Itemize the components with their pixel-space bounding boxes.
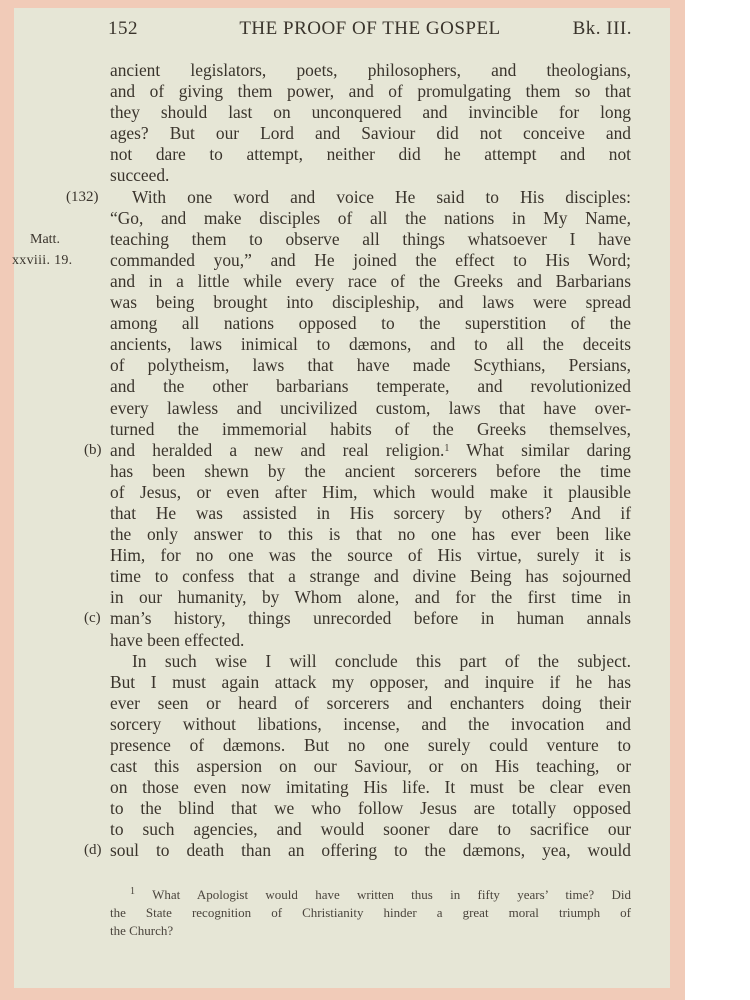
text-line-continuation: What similar daring xyxy=(449,439,631,460)
text-line: ancients, laws inimical to dæmons, and to all the deceits xyxy=(110,334,631,355)
page-number: 152 xyxy=(108,18,138,39)
text-line: But I must again attack my opposer, and inquire if he has xyxy=(110,671,631,692)
text-line-content: man’s history, things unrecorded before in human annals xyxy=(110,608,631,629)
text-line-ref xyxy=(30,228,631,250)
running-header xyxy=(108,18,632,44)
scripture-reference-verse: xxviii. 19. xyxy=(12,252,73,268)
text-line: among all nations opposed to the superstition of the xyxy=(110,313,631,334)
footnote-line xyxy=(110,886,631,904)
text-line: “Go, and make disciples of all the nations in My Name, xyxy=(110,207,631,228)
text-line-content: teaching them to observe all things whatsoever I have xyxy=(110,228,631,249)
text-line-content: soul to death than an offering to the dæmons, yea, would xyxy=(110,840,631,861)
text-line: of Jesus, or even after Him, which would make it plausible xyxy=(110,481,631,502)
text-line: ever seen or heard of sorcerers and enchanters doing their xyxy=(110,692,631,713)
text-line-section-132 xyxy=(66,186,631,208)
text-line: presence of dæmons. But no one surely could venture to xyxy=(110,735,631,755)
body-text xyxy=(12,60,631,862)
text-line: ages? But our Lord and Saviour did not conceive and xyxy=(110,123,631,144)
text-line: has been shewn by the ancient sorcerers before the time xyxy=(110,460,631,481)
footnote-number: 1 xyxy=(130,886,135,897)
text-line: In such wise I will conclude this part of the subject. xyxy=(132,650,631,671)
text-line-ref xyxy=(12,249,631,271)
text-line: of polytheism, laws that have made Scythians, Persians, xyxy=(110,355,631,376)
text-line: Him, for no one was the source of His virtue, surely it is xyxy=(110,545,631,566)
footnote-text: What Apologist would have written thus in fifty years’ time? Did xyxy=(152,887,632,902)
footnote-line: the State recognition of Christianity hinder a great moral triumph of xyxy=(110,905,631,920)
text-line: they should last on unconquered and invincible for long xyxy=(110,102,631,123)
text-line: have been effected. xyxy=(110,629,245,650)
footnote-line: the Church? xyxy=(110,923,174,938)
text-line: succeed. xyxy=(110,165,170,186)
text-line: turned the immemorial habits of the Greeks themselves, xyxy=(110,418,631,439)
text-line-content: With one word and voice He said to His disciples: xyxy=(132,186,631,207)
text-line: and of giving them power, and of promulgating them so that xyxy=(110,81,631,102)
margin-letter-b: (b) xyxy=(84,441,102,458)
text-line-content: and heralded a new and real religion. xyxy=(110,439,445,460)
text-line: not dare to attempt, neither did he attempt and not xyxy=(110,144,631,165)
footnote-marker: 1 xyxy=(444,442,450,454)
text-line: sorcery without libations, incense, and the invocation and xyxy=(110,713,631,734)
text-line: and in a little while every race of the Greeks and Barbarians xyxy=(110,270,631,291)
text-line: time to confess that a strange and divine Being has sojourned xyxy=(110,566,631,587)
text-line: on those even now imitating His life. It must be clear even xyxy=(110,777,631,798)
text-line: in our humanity, by Whom alone, and for the first time in xyxy=(110,587,631,608)
text-line: cast this aspersion on our Saviour, or on His teaching, or xyxy=(110,756,631,777)
text-line-d xyxy=(84,840,631,861)
text-line: that He was assisted in His sorcery by others? And if xyxy=(110,502,631,523)
text-line: every lawless and uncivilized custom, laws that have over- xyxy=(110,397,631,418)
running-title: THE PROOF OF THE GOSPEL xyxy=(239,18,501,39)
text-line: ancient legislators, poets, philosophers, and theologians, xyxy=(110,60,631,80)
footnotes xyxy=(110,886,631,940)
margin-letter-d: (d) xyxy=(84,842,102,859)
text-line: was being brought into discipleship, and laws were spread xyxy=(110,292,631,313)
text-line-c xyxy=(84,608,631,629)
text-line: to such agencies, and would sooner dare to sacrifice our xyxy=(110,819,631,840)
text-line: the only answer to this is that no one has ever been like xyxy=(110,524,631,545)
text-line-content: commanded you,” and He joined the effect to His Word; xyxy=(110,249,631,270)
text-line-b xyxy=(84,439,631,461)
section-number: (132) xyxy=(66,188,99,205)
text-line: and the other barbarians temperate, and revolutionized xyxy=(110,376,631,397)
scripture-reference-book: Matt. xyxy=(30,231,60,247)
margin-letter-c: (c) xyxy=(84,610,101,627)
book-label: Bk. III. xyxy=(572,18,632,39)
text-line: to the blind that we who follow Jesus are totally opposed xyxy=(110,798,631,819)
